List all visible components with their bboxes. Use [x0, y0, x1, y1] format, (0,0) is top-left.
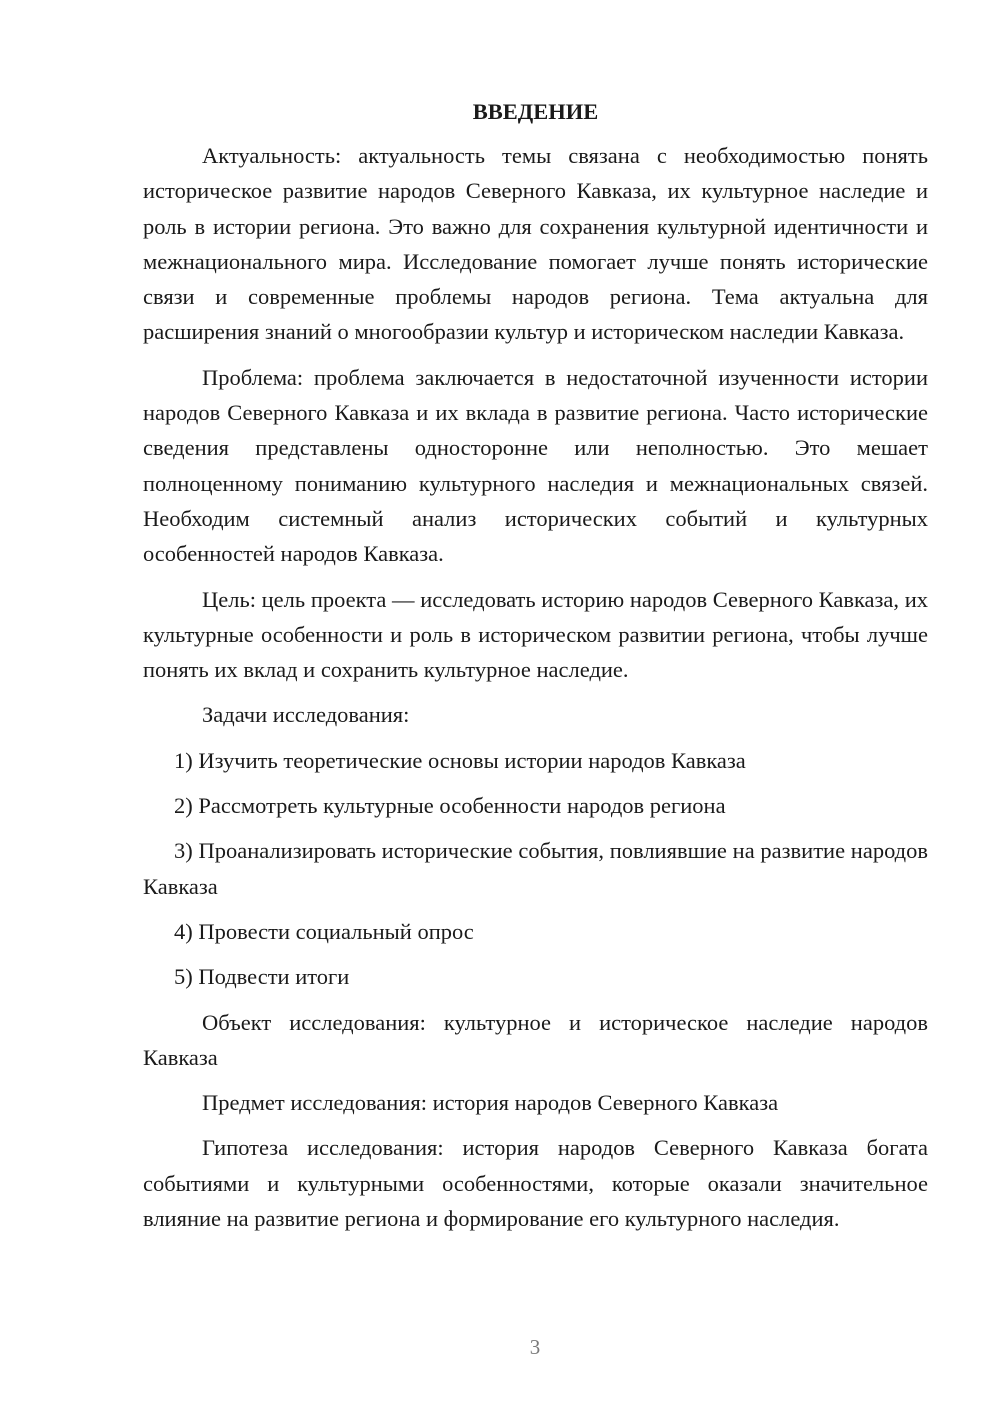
relevance-paragraph: Актуальность: актуальность темы связана с необходимостью понять историческое развитие народов Северного Кавказа, их культурное наследие и роль в истории региона. Это важно для сохранения культурной идентичности и межнационального мира. Исследование помогает лучше понять исторические связи и современные проблемы народов региона. Тема актуальна для расширения знаний о многообразии культур и историческом наследии Кавказа. [143, 143, 928, 345]
hypothesis-paragraph: Гипотеза исследования: история народов Северного Кавказа богата событиями и культурными особенностями, которые оказали значительное влияние на развитие региона и формирование его культурного наследия. [143, 1135, 928, 1232]
task-item-2: 2) Рассмотреть культурные особенности народов региона [174, 793, 726, 819]
goal-paragraph: Цель: цель проекта — исследовать историю народов Северного Кавказа, их культурные особенности и роль в историческом развитии региона, чтобы лучше понять их вклад и сохранить культурное наследие. [143, 586, 928, 683]
subject-paragraph: Предмет исследования: история народов Северного Кавказа [202, 1090, 779, 1116]
task-item-3: 3) Проанализировать исторические события, повлиявшие на развитие народов Кавказа [143, 838, 928, 899]
object-paragraph: Объект исследования: культурное и историческое наследие народов Кавказа [143, 1009, 928, 1070]
task-item-4: 4) Провести социальный опрос [174, 918, 474, 944]
task-item-1: 1) Изучить теоретические основы истории народов Кавказа [174, 747, 746, 773]
tasks-heading: Задачи исследования: [202, 702, 410, 728]
task-item-5: 5) Подвести итоги [174, 964, 350, 990]
problem-paragraph: Проблема: проблема заключается в недостаточной изученности истории народов Северного Кавказа и их вклада в развитие региона. Часто исторические сведения представлены односторонне или неполностью. Это мешает полноценному пониманию культурного наследия и межнациональных связей. Необходим системный анализ исторических событий и культурных особенностей народов Кавказа. [143, 364, 928, 567]
page-content [143, 96, 928, 1246]
page-title: ВВЕДЕНИЕ [472, 99, 599, 124]
page-number: 3 [529, 1335, 541, 1359]
